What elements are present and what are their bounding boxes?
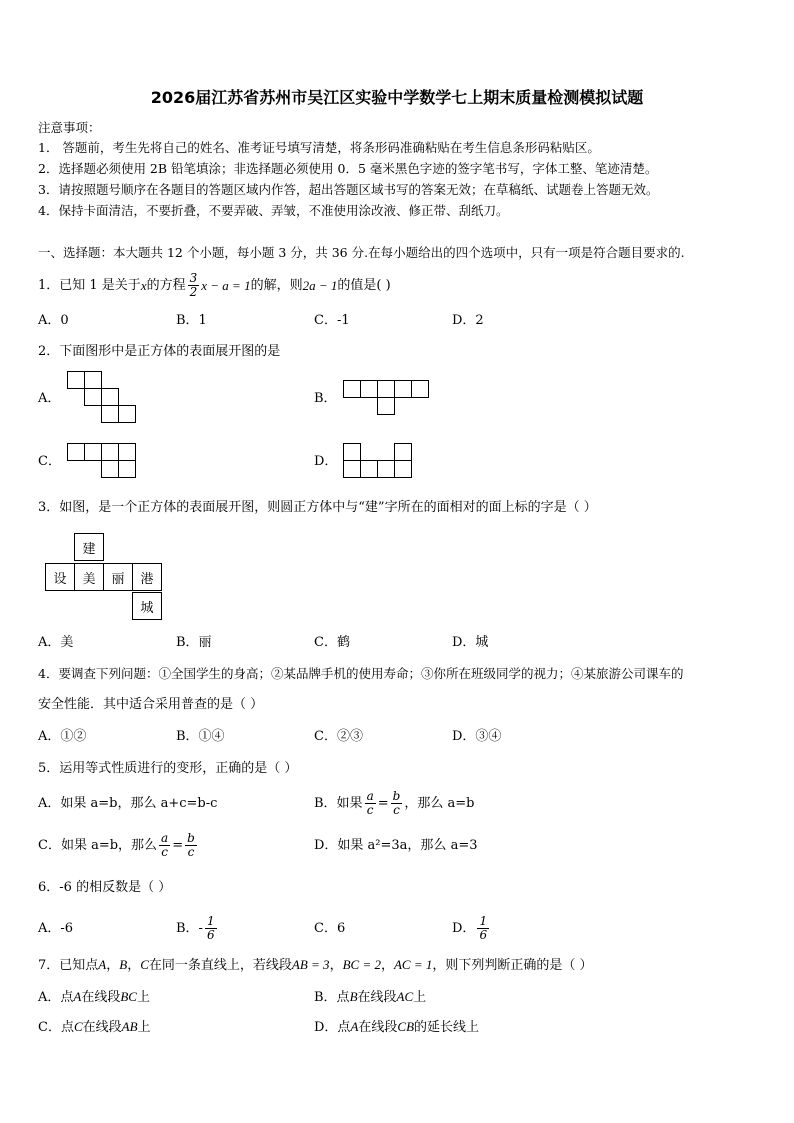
- net-square: [394, 443, 412, 461]
- q5-option-a[interactable]: A．如果 a=b，那么 a+c=b-c: [38, 796, 218, 811]
- question-1: [38, 268, 391, 302]
- net-square: [394, 380, 412, 398]
- opt-text: 在线段: [81, 990, 121, 1005]
- opt-text: 在线段: [357, 990, 397, 1005]
- net-square: [67, 443, 85, 461]
- question-5: 5．运用等式性质进行的变形，正确的是（ ）: [38, 761, 298, 776]
- q7-point-b: B: [119, 957, 128, 972]
- q5-c-prefix: C．如果 a=b，那么: [38, 837, 158, 853]
- frac-den: c: [161, 844, 168, 859]
- net-square: [101, 388, 119, 406]
- q1-frac-num: 3: [189, 270, 198, 285]
- section-heading: 一、选择题：本大题共 12 个小题，每小题 3 分，共 36 分.在每小题给出的四个选项中，只有一项是符合题目要求的.: [38, 245, 685, 260]
- q5-b-frac-right: [391, 790, 403, 816]
- q6-d-prefix: D．: [452, 920, 476, 936]
- q7-text: ，则下列判断正确的是（ ）: [432, 958, 593, 973]
- q2-option-a[interactable]: A．: [38, 391, 61, 406]
- question-2: 2．下面图形中是正方体的表面展开图的是: [38, 344, 281, 359]
- net-square: [67, 371, 85, 389]
- q2-option-c[interactable]: C．: [38, 454, 61, 469]
- net-square: [101, 460, 119, 478]
- net-cell-jian: 建: [74, 533, 104, 561]
- opt-text: B．点: [314, 990, 350, 1005]
- frac-num: b: [187, 830, 195, 845]
- q1-option-c[interactable]: C．-1: [314, 313, 350, 328]
- opt-text: D．点: [314, 1020, 351, 1035]
- q5-b-suffix: ，那么 a=b: [404, 795, 475, 811]
- q6-option-a[interactable]: A．-6: [38, 921, 74, 936]
- notice-item-2: 2．选择题必须使用 2B 铅笔填涂；非选择题必须使用 0．5 毫米黑色字迹的签字笔书写，字体工整、笔迹清楚。: [38, 161, 658, 176]
- question-7: [38, 958, 593, 972]
- net-square: [118, 460, 136, 478]
- net-square: [84, 388, 102, 406]
- question-6: 6．-6 的相反数是（ ）: [38, 880, 172, 895]
- q7-option-c[interactable]: [38, 1020, 151, 1034]
- net-cell-cheng: 城: [132, 592, 162, 620]
- net-square: [411, 380, 429, 398]
- q5-option-d[interactable]: D．如果 a²=3a，那么 a=3: [314, 838, 478, 853]
- net-cell-li: 丽: [103, 563, 133, 591]
- q5-option-b[interactable]: [314, 786, 474, 820]
- opt-var: CB: [397, 1019, 415, 1034]
- net-square: [343, 460, 361, 478]
- q3-option-b[interactable]: B．丽: [176, 635, 212, 650]
- q5-c-frac-left: [159, 832, 170, 858]
- opt-text: 在线段: [82, 1020, 122, 1035]
- q1-option-a[interactable]: A．0: [38, 313, 69, 328]
- net-square: [118, 443, 136, 461]
- net-square: [377, 397, 395, 415]
- q1-fraction: [188, 272, 200, 298]
- q1-frac-den: 2: [189, 284, 198, 299]
- q7-ac: AC = 1: [393, 957, 433, 972]
- page-title: 2026届江苏省苏州市吴江区实验中学数学七上期末质量检测模拟试题: [150, 88, 644, 107]
- q1-mid: 的方程: [146, 277, 186, 293]
- q1-expr: 2a − 1: [302, 277, 338, 293]
- opt-text: C．点: [38, 1020, 74, 1035]
- q4-option-b[interactable]: B．①④: [176, 729, 225, 744]
- q7-bc: BC = 2: [342, 957, 381, 972]
- q3-option-d[interactable]: D．城: [452, 635, 489, 650]
- question-3: 3．如图，是一个正方体的表面展开图，则圆正方体中与“建”字所在的面相对的面上标的字是（ ）: [38, 500, 597, 515]
- q1-var: x: [140, 277, 147, 293]
- q6-d-fraction: [477, 915, 489, 941]
- net-square: [84, 371, 102, 389]
- frac-den: c: [187, 844, 195, 859]
- q1-post1: 的解，则: [250, 277, 303, 293]
- net-square: [343, 443, 361, 461]
- q7-text: ，: [380, 958, 394, 973]
- frac-den: c: [393, 802, 400, 817]
- equals-sign: =: [172, 837, 184, 853]
- q4-option-d[interactable]: D．③④: [452, 729, 502, 744]
- opt-text: 上: [136, 990, 150, 1005]
- q7-point-a: A: [98, 957, 107, 972]
- opt-var: A: [350, 1019, 359, 1034]
- q7-option-a[interactable]: [38, 990, 150, 1004]
- q5-b-prefix: B．如果: [314, 795, 363, 811]
- q1-option-d[interactable]: D．2: [452, 313, 484, 328]
- question-4-line-2: 安全性能．其中适合采用普查的是（ ）: [38, 697, 264, 712]
- q1-eq: x − a = 1: [201, 277, 251, 293]
- frac-den: 6: [479, 927, 488, 942]
- net-square: [343, 380, 361, 398]
- net-square: [377, 460, 395, 478]
- opt-var: C: [73, 1019, 83, 1034]
- opt-var: B: [349, 989, 358, 1004]
- q5-b-frac-left: [365, 790, 376, 816]
- q7-text: 在同一条直线上，若线段: [148, 958, 292, 973]
- frac-num: b: [392, 788, 401, 803]
- q3-option-a[interactable]: A．美: [38, 635, 74, 650]
- frac-num: a: [161, 830, 169, 845]
- net-cell-she: 设: [45, 563, 75, 591]
- q1-option-b[interactable]: B．1: [176, 313, 207, 328]
- q6-option-b[interactable]: [176, 911, 219, 945]
- q3-option-c[interactable]: C．鹤: [314, 635, 350, 650]
- net-square: [394, 460, 412, 478]
- q7-point-c: C: [140, 957, 149, 972]
- q4-option-a[interactable]: A．①②: [38, 729, 87, 744]
- net-square: [360, 380, 378, 398]
- q5-c-frac-right: [185, 832, 197, 858]
- opt-text: 上: [413, 990, 427, 1005]
- frac-num: a: [366, 788, 374, 803]
- q6-option-c[interactable]: C．6: [314, 921, 346, 936]
- opt-var: AC: [396, 989, 414, 1004]
- opt-text: 在线段: [358, 1020, 398, 1035]
- net-square: [118, 405, 136, 423]
- net-square: [84, 443, 102, 461]
- q7-option-d[interactable]: [314, 1020, 479, 1034]
- q4-option-c[interactable]: C．②③: [314, 729, 363, 744]
- opt-var: A: [73, 989, 82, 1004]
- question-4-line-1: 4．要调查下列问题：①全国学生的身高；②某品牌手机的使用寿命；③你所在班级同学的视力；④某旅游公司课车的: [38, 666, 684, 681]
- q2-option-b[interactable]: B．: [314, 391, 337, 406]
- opt-var: AB: [121, 1019, 138, 1034]
- opt-var: BC: [120, 989, 137, 1004]
- notice-item-3: 3．请按照题号顺序在各题目的答题区域内作答，超出答题区域书写的答案无效；在草稿纸、试题卷上答题无效。: [38, 182, 659, 197]
- notice-item-1: 1． 答题前，考生先将自己的姓名、准考证号填写清楚，将条形码准确粘贴在考生信息条形码粘贴区。: [38, 140, 600, 155]
- net-cell-gang: 港: [132, 563, 162, 591]
- equals-sign: =: [377, 795, 389, 811]
- frac-num: 1: [206, 913, 215, 928]
- net-square: [377, 380, 395, 398]
- net-square: [360, 460, 378, 478]
- q7-option-b[interactable]: [314, 990, 426, 1004]
- q6-b-fraction: [205, 915, 217, 941]
- net-square: [101, 405, 119, 423]
- frac-den: 6: [206, 927, 215, 942]
- q2-option-d[interactable]: D．: [314, 454, 338, 469]
- q1-post2: 的值是( ): [337, 277, 391, 293]
- frac-den: c: [366, 802, 374, 817]
- q7-text: 7．已知点: [38, 958, 99, 973]
- opt-text: 的延长线上: [414, 1020, 480, 1035]
- q7-text: ，: [127, 958, 141, 973]
- q6-b-prefix: B．-: [176, 920, 203, 936]
- q6-option-d[interactable]: [452, 911, 491, 945]
- frac-num: 1: [479, 913, 488, 928]
- opt-text: A．点: [38, 990, 74, 1005]
- q5-option-c[interactable]: [38, 828, 199, 862]
- opt-text: 上: [137, 1020, 151, 1035]
- notice-item-4: 4．保持卡面清洁，不要折叠，不要弄破、弄皱，不准使用涂改液、修正带、刮纸刀。: [38, 203, 509, 218]
- q7-ab: AB = 3: [291, 957, 330, 972]
- q1-pre: 1．已知 1 是关于: [38, 277, 141, 293]
- net-square: [101, 443, 119, 461]
- q7-text: ，: [329, 958, 343, 973]
- notice-heading: 注意事项：: [38, 120, 101, 135]
- net-cell-mei: 美: [74, 563, 104, 591]
- q7-text: ，: [106, 958, 120, 973]
